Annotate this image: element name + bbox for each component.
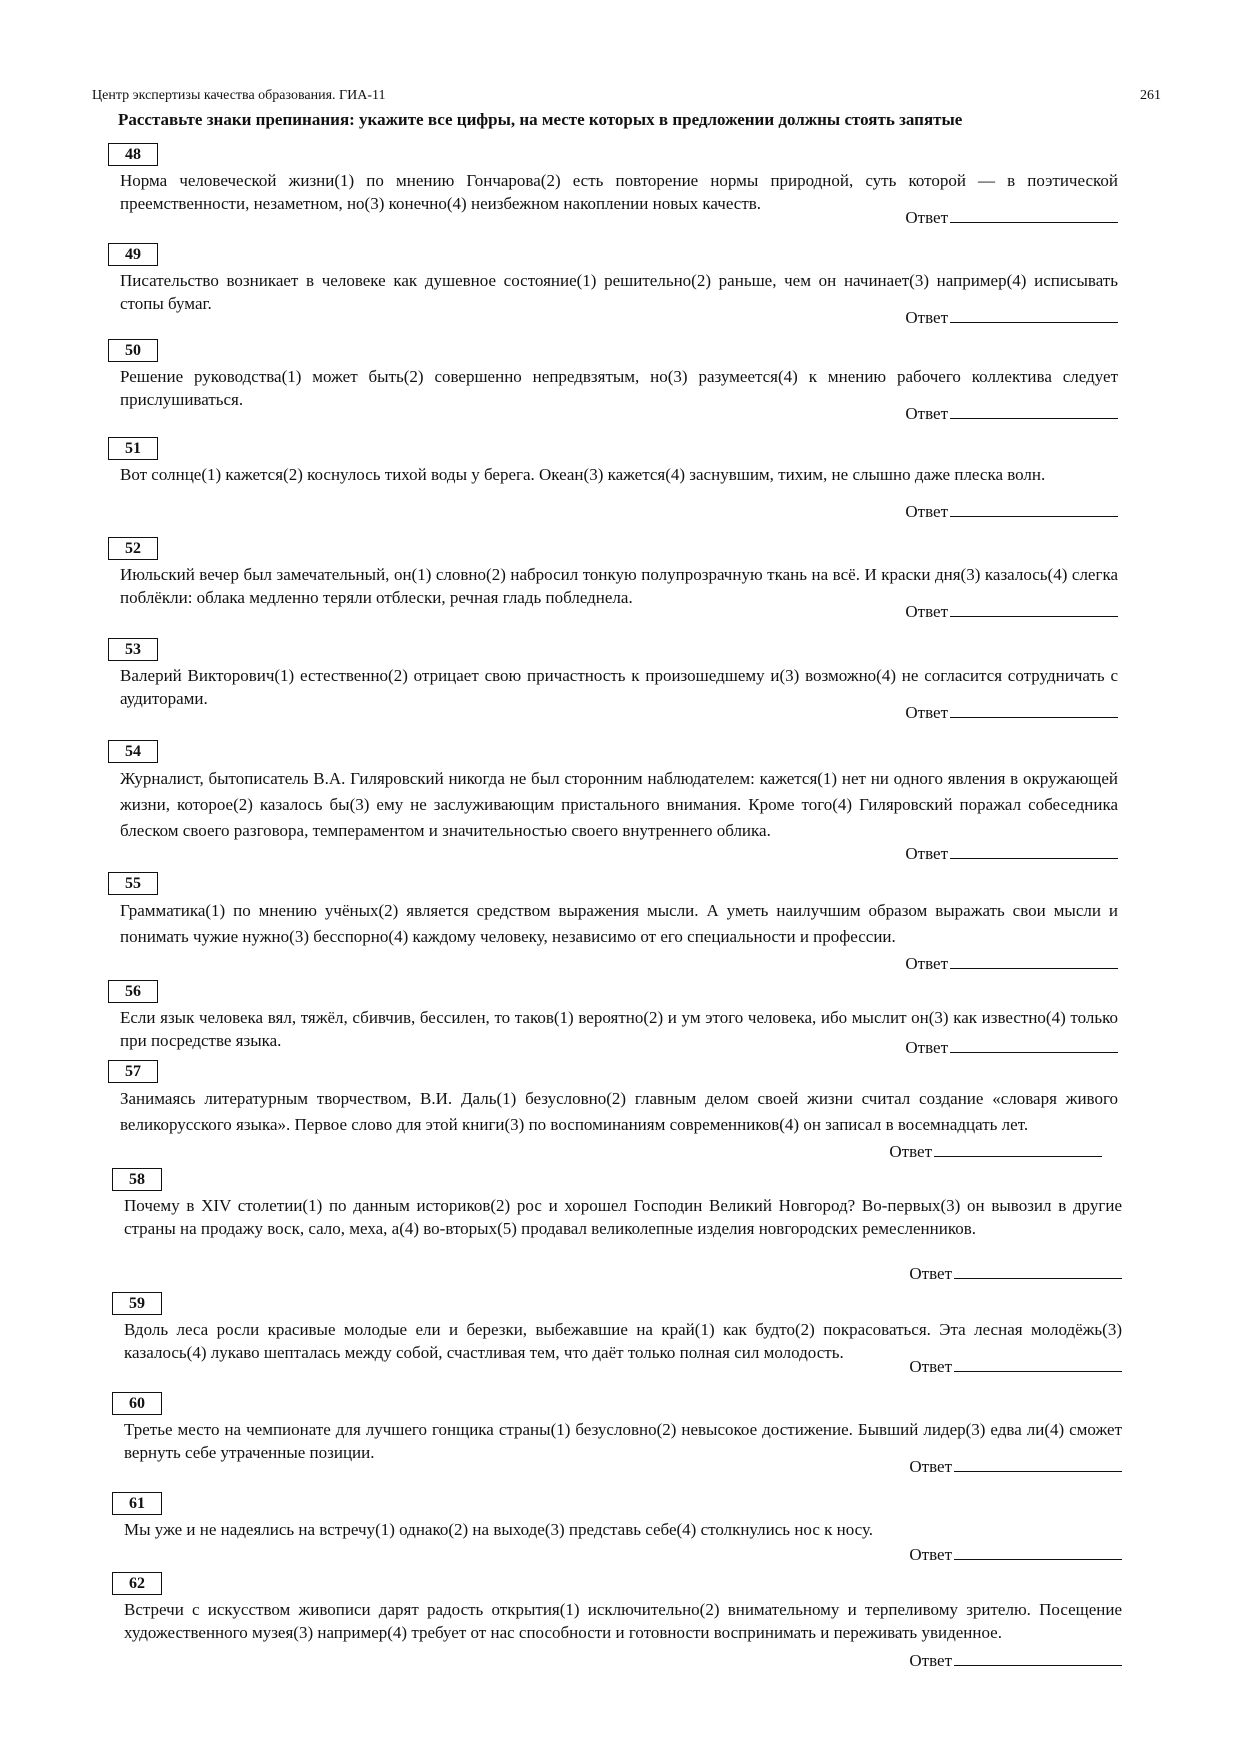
task-item	[108, 980, 1118, 1060]
task-text: Журналист, бытописатель В.А. Гиляровский никогда не был сторонним наблюдателем: кажется(1) нет ни одного явления в окружающей жизни, которое(2) казалось бы(3) ему не заслуживающим пристального внимания. Кроме того(4) Гиляровский поражал собеседника блеском своего разговора, темпераментом и значительностью своего внутреннего облика.	[120, 769, 1118, 840]
answer-label: Ответ	[905, 602, 948, 621]
task-number: 60	[112, 1392, 162, 1415]
answer-label: Ответ	[905, 404, 948, 423]
answer-field[interactable]	[905, 701, 1118, 723]
task-item	[108, 437, 1118, 524]
answer-field[interactable]	[909, 1455, 1122, 1477]
answer-blank-line[interactable]	[954, 1355, 1122, 1372]
task-text: Писательство возникает в человеке как душевное состояние(1) решительно(2) раньше, чем он начинает(3) например(4) исписывать стопы бумаг.	[120, 271, 1118, 313]
task-item	[108, 143, 1118, 230]
task-item	[108, 243, 1118, 330]
answer-label: Ответ	[905, 208, 948, 227]
answer-label: Ответ	[889, 1142, 932, 1161]
page-number: 261	[1140, 88, 1161, 103]
task-item	[108, 638, 1118, 725]
task-number: 49	[108, 243, 158, 266]
task-number: 61	[112, 1492, 162, 1515]
task-number: 58	[112, 1168, 162, 1191]
task-text: Занимаясь литературным творчеством, В.И. Даль(1) безусловно(2) главным делом своей жизни считал создание «словаря живого великорусского языка». Первое слово для этой книги(3) по воспоминаниям современников(4) он записал в восемнадцать лет.	[120, 1089, 1118, 1134]
task-text: Решение руководства(1) может быть(2) совершенно непредвзятым, но(3) разумеется(4) к мнению рабочего коллектива следует прислушиваться.	[120, 367, 1118, 409]
answer-blank-line[interactable]	[934, 1140, 1102, 1157]
task-number: 50	[108, 339, 158, 362]
instruction: Расставьте знаки препинания: укажите все цифры, на месте которых в предложении должны стоять запятые	[118, 110, 963, 129]
answer-blank-line[interactable]	[950, 842, 1118, 859]
task-text: Почему в XIV столетии(1) по данным историков(2) рос и хорошел Господин Великий Новгород? Во-первых(3) он вывозил в другие страны на продажу воск, сало, меха, а(4) во-вторых(5) продавал великолепные изделия новгородских ремесленников.	[124, 1196, 1122, 1238]
answer-field[interactable]	[909, 1543, 1122, 1565]
answer-blank-line[interactable]	[950, 952, 1118, 969]
answer-blank-line[interactable]	[954, 1455, 1122, 1472]
answer-blank-line[interactable]	[950, 1036, 1118, 1053]
answer-label: Ответ	[909, 1651, 952, 1670]
task-number: 62	[112, 1572, 162, 1595]
task-item	[112, 1572, 1122, 1673]
answer-label: Ответ	[909, 1457, 952, 1476]
answer-field[interactable]	[905, 842, 1118, 864]
answer-field[interactable]	[905, 402, 1118, 424]
task-number: 57	[108, 1060, 158, 1083]
answer-label: Ответ	[909, 1264, 952, 1283]
task-number: 53	[108, 638, 158, 661]
answer-field[interactable]	[889, 1140, 1102, 1162]
task-text: Мы уже и не надеялись на встречу(1) однако(2) на выходе(3) представь себе(4) столкнулись нос к носу.	[124, 1520, 874, 1539]
answer-label: Ответ	[905, 502, 948, 521]
task-number: 55	[108, 872, 158, 895]
task-text: Валерий Викторович(1) естественно(2) отрицает свою причастность к произошедшему и(3) возможно(4) не согласится сотрудничать с аудиторами.	[120, 666, 1118, 708]
task-item	[112, 1168, 1122, 1286]
task-text: Грамматика(1) по мнению учёных(2) является средством выражения мысли. А уметь наилучшим образом выражать свои мысли и понимать чужие нужно(3) бесспорно(4) каждому человеку, независимо от его специальности и профессии.	[120, 901, 1118, 946]
task-text: Вот солнце(1) кажется(2) коснулось тихой воды у берега. Океан(3) кажется(4) заснувшим, тихим, не слышно даже плеска волн.	[120, 465, 1046, 484]
task-item	[108, 740, 1118, 866]
task-item	[112, 1492, 1122, 1567]
answer-label: Ответ	[909, 1545, 952, 1564]
answer-blank-line[interactable]	[950, 701, 1118, 718]
task-number: 51	[108, 437, 158, 460]
answer-field[interactable]	[909, 1649, 1122, 1671]
task-item	[108, 339, 1118, 426]
answer-field[interactable]	[909, 1355, 1122, 1377]
answer-label: Ответ	[905, 1038, 948, 1057]
task-number: 56	[108, 980, 158, 1003]
answer-field[interactable]	[909, 1262, 1122, 1284]
answer-blank-line[interactable]	[950, 500, 1118, 517]
task-number: 48	[108, 143, 158, 166]
answer-field[interactable]	[905, 206, 1118, 228]
answer-label: Ответ	[905, 703, 948, 722]
answer-label: Ответ	[905, 844, 948, 863]
answer-blank-line[interactable]	[954, 1543, 1122, 1560]
answer-field[interactable]	[905, 306, 1118, 328]
task-item	[108, 872, 1118, 976]
task-text: Июльский вечер был замечательный, он(1) словно(2) набросил тонкую полупрозрачную ткань на всё. И краски дня(3) казалось(4) слегка поблёкли: облака медленно теряли отблески, речная гладь побледнела.	[120, 565, 1118, 607]
answer-blank-line[interactable]	[950, 206, 1118, 223]
task-number: 54	[108, 740, 158, 763]
answer-blank-line[interactable]	[950, 306, 1118, 323]
answer-field[interactable]	[905, 500, 1118, 522]
task-number: 59	[112, 1292, 162, 1315]
answer-label: Ответ	[905, 308, 948, 327]
header-source: Центр экспертизы качества образования. ГИА-11	[92, 88, 386, 103]
answer-label: Ответ	[909, 1357, 952, 1376]
answer-field[interactable]	[905, 600, 1118, 622]
task-item	[108, 537, 1118, 624]
task-text: Встречи с искусством живописи дарят радость открытия(1) исключительно(2) внимательному и терпеливому зрителю. Посещение художественного музея(3) например(4) требует от нас способности и готовности воспринимать и переживать увиденное.	[124, 1600, 1122, 1642]
task-text: Вдоль леса росли красивые молодые ели и березки, выбежавшие на край(1) как будто(2) покрасоваться. Эта лесная молодёжь(3) казалось(4) лукаво шепталась между собой, счастливая тем, что даёт только полная сил молодость.	[124, 1320, 1122, 1362]
answer-blank-line[interactable]	[950, 402, 1118, 419]
task-item	[112, 1292, 1122, 1379]
task-item	[112, 1392, 1122, 1479]
task-text: Если язык человека вял, тяжёл, сбивчив, бессилен, то таков(1) вероятно(2) и ум этого человека, ибо мыслит он(3) как известно(4) только при посредстве языка.	[120, 1008, 1118, 1050]
answer-field[interactable]	[905, 952, 1118, 974]
answer-blank-line[interactable]	[954, 1262, 1122, 1279]
answer-field[interactable]	[905, 1036, 1118, 1058]
task-number: 52	[108, 537, 158, 560]
answer-blank-line[interactable]	[954, 1649, 1122, 1666]
task-text: Норма человеческой жизни(1) по мнению Гончарова(2) есть повторение нормы природной, суть которой — в поэтической преемственности, незаметном, но(3) конечно(4) неизбежном накоплении новых качеств.	[120, 171, 1118, 213]
answer-label: Ответ	[905, 954, 948, 973]
task-item	[108, 1060, 1118, 1164]
task-text: Третье место на чемпионате для лучшего гонщика страны(1) безусловно(2) невысокое достижение. Бывший лидер(3) едва ли(4) сможет вернуть себе утраченные позиции.	[124, 1420, 1122, 1462]
answer-blank-line[interactable]	[950, 600, 1118, 617]
